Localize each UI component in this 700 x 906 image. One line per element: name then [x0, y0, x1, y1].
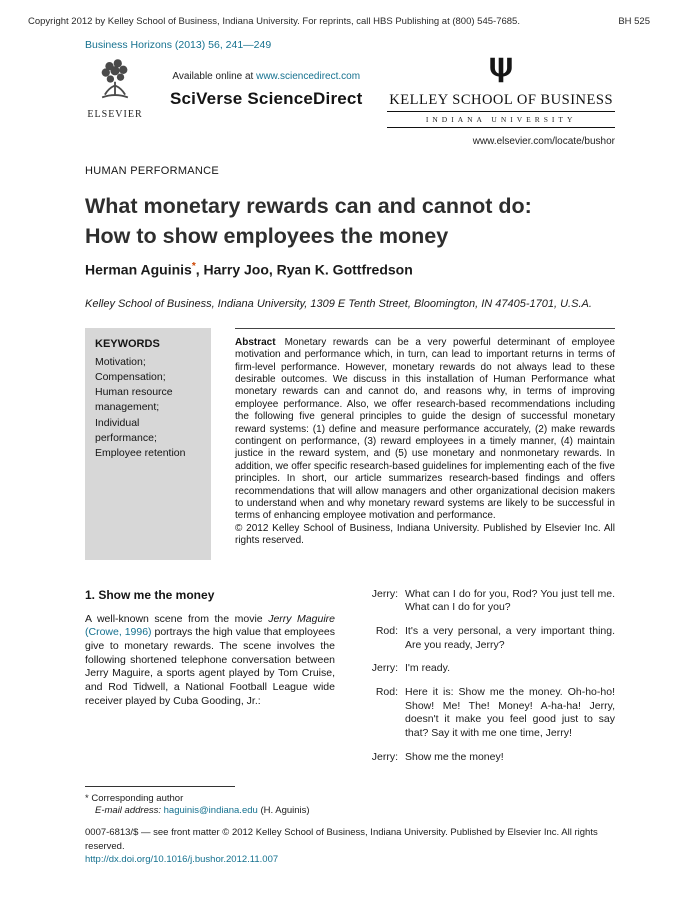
title-line-2: How to show employees the money — [85, 224, 449, 249]
available-online-line — [145, 71, 387, 82]
dialogue-line: What can I do for you, Rod? You just tell me. What can I do for you? — [405, 587, 615, 614]
dialogue-line: It's a very personal, a very important thing. Are you ready, Jerry? — [405, 625, 615, 651]
keyword-item: Motivation; — [95, 355, 146, 368]
abstract-body: Monetary rewards can be a very powerful determinant of employee motivation and performance which, in turn, can lead to important returns in terms of firm-level performance. However, monetary rewards do not always lead to these desirable outcomes. We discuss in this installation of Human Performance what monetary rewards can and cannot do, and reasons why, in terms of improving employee performance. Also, we offer research-based recommendations including the following five general principles to guide the design of successful monetary reward systems: (1) define and measure performance accurately, (2) make rewards contingent on performance, (3) reward employees in a timely manner, (4) maintain justice in the reward system, and (5) use monetary and nonmonetary rewards. In addition, we offer specific research-based guidelines for implementing each of the five principles. In short, our article summarizes research-based findings and offers recommendations that will allow managers and other organizational decision makers to understand when and why monetary reward systems are likely to be successful in terms of enhancing employee motivation and performance. — [235, 336, 615, 522]
email-label: E-mail address: — [95, 805, 161, 817]
iu-trident-icon — [488, 55, 514, 85]
journal-homepage-url[interactable]: www.elsevier.com/locate/bushor — [472, 136, 616, 147]
dialogue-block — [365, 625, 615, 652]
masthead — [85, 55, 615, 147]
article-code: BH 525 — [618, 16, 650, 27]
body-columns — [85, 588, 615, 774]
corresponding-author-note — [85, 793, 335, 804]
sciencedirect-block — [145, 55, 387, 109]
intro-text-end: portrays the high value that employees give to monetary rewards. The scene involves the following shortened telephone conversation between Jerry Maguire, a sports agent played by Tom Cruise, and Rod Tidwell, a National Football League wide receiver played by Cuba Gooding, Jr.: — [85, 626, 335, 707]
authors-rest: , Harry Joo, Ryan K. Gottfredson — [195, 261, 413, 278]
dialogue-speaker: Jerry: — [371, 662, 398, 675]
email-suffix: (H. Aguinis) — [260, 805, 310, 817]
dialogue-speaker: Rod: — [375, 686, 398, 699]
footnote — [85, 786, 335, 816]
dialogue-block — [365, 686, 615, 741]
doi-link[interactable]: http://dx.doi.org/10.1016/j.bushor.2012.11.007 — [85, 853, 279, 865]
copyright-notice: Copyright 2012 by Kelley School of Business, Indiana University. For reprints, call HBS Publishing at (800) 545-7685. — [28, 16, 520, 27]
dialogue-line: Show me the money! — [405, 750, 504, 763]
kelley-rule-top — [387, 111, 615, 112]
dialogue-block — [365, 588, 615, 615]
affiliation-line: Kelley School of Business, Indiana University, 1309 E Tenth Street, Bloomington, IN 47405-1701, U.S.A. — [85, 297, 592, 310]
keywords-box — [85, 328, 211, 560]
dialogue-speaker: Jerry: — [371, 587, 398, 600]
corresponding-author-asterisk: * — [191, 261, 196, 273]
article-title — [85, 191, 615, 251]
kelley-rule-bottom — [387, 127, 615, 128]
kelley-school-wordmark: KELLEY SCHOOL OF BUSINESS — [389, 92, 614, 108]
title-line-1: What monetary rewards can and cannot do: — [85, 194, 532, 218]
available-online-text: Available online at — [172, 71, 257, 82]
reprint-notice-bar — [0, 0, 700, 27]
sciverse-sciencedirect-logo: SciVerse ScienceDirect — [169, 89, 363, 108]
journal-citation: Business Horizons (2013) 56, 241—249 — [85, 39, 272, 51]
footnote-rule — [85, 786, 235, 787]
keyword-item: Compensation; — [95, 371, 166, 383]
dialogue-line: I'm ready. — [405, 662, 450, 675]
elsevier-wordmark: ELSEVIER — [87, 109, 143, 120]
left-column — [85, 588, 335, 774]
movie-title: Jerry Maguire — [268, 612, 335, 625]
email-note — [95, 805, 335, 816]
abstract-text — [235, 337, 615, 523]
dialogue-speaker: Rod: — [375, 625, 398, 638]
citation-link[interactable]: (Crowe, 1996) — [85, 626, 152, 639]
abstract-copyright: © 2012 Kelley School of Business, Indiana University. Published by Elsevier Inc. All rights reserved. — [235, 522, 615, 547]
keyword-item: Human resource management; — [95, 386, 173, 414]
keyword-item: Employee retention — [95, 447, 186, 460]
dialogue-column — [365, 588, 615, 774]
footnote-marker: * — [85, 793, 89, 805]
front-matter-line: 0007-6813/$ — see front matter © 2012 Kelley School of Business, Indiana University. Published by Elsevier Inc. All rights reserved. — [85, 827, 598, 852]
footnote-corresponding-text: Corresponding author — [88, 793, 184, 805]
dialogue-block — [365, 751, 615, 765]
series-title: HUMAN PERFORMANCE — [85, 165, 220, 177]
sciencedirect-link[interactable]: www.sciencedirect.com — [256, 71, 361, 82]
indiana-university-label: INDIANA UNIVERSITY — [425, 115, 577, 124]
footer — [85, 826, 615, 866]
abstract-row — [85, 328, 615, 560]
intro-text-start: A well-known scene from the movie — [85, 612, 269, 625]
keywords-heading: KEYWORDS — [95, 337, 160, 350]
author-primary: Herman Aguinis — [85, 261, 192, 278]
intro-paragraph — [85, 613, 335, 708]
elsevier-tree-icon — [92, 55, 138, 103]
abstract-section — [235, 328, 615, 560]
elsevier-logo — [85, 55, 145, 120]
abstract-label: Abstract — [235, 336, 276, 348]
dialogue-block — [365, 662, 615, 676]
dialogue-line: Here it is: Show me the money. Oh-ho-ho! Show! Me! The! Money! A-ha-ha! Jerry, doesn't it make you feel good just to say that? Say it with me one time, Jerry! — [405, 686, 615, 739]
section-heading: 1. Show me the money — [85, 587, 215, 602]
dialogue-speaker: Jerry: — [371, 750, 398, 763]
authors-line — [85, 261, 615, 278]
keyword-item: Individual performance; — [95, 416, 157, 444]
kelley-logo-block — [387, 55, 615, 147]
email-link[interactable]: haguinis@indiana.edu — [163, 805, 258, 817]
